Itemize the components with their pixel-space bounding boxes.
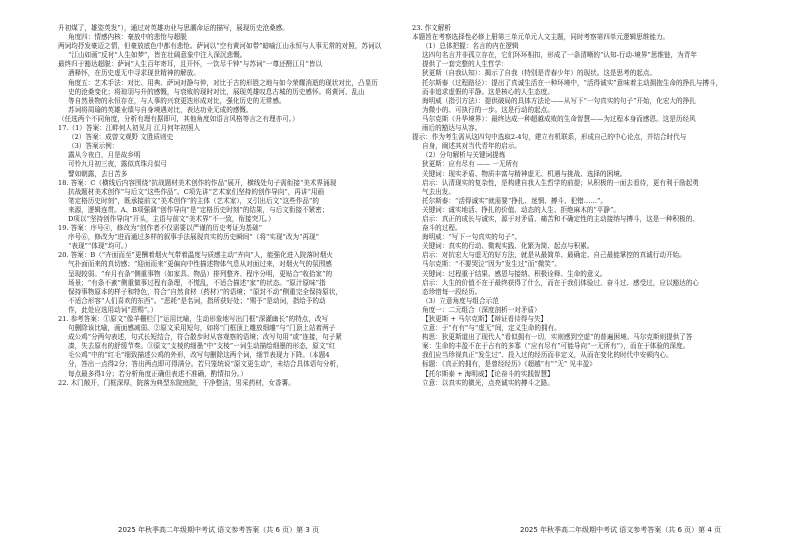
left-text-line: （任选两个不同角度，分析有理有据即可，其他角度如语言风格等言之有理亦可。）	[58, 114, 299, 123]
right-text-line: 案：生命的丰盈不在于占有的多寡（“应有尽有”可能导向“一无所有”），而在于体验的深度。	[422, 342, 690, 351]
left-text-line: （3）答案示例：	[68, 142, 119, 151]
right-text-line: （1）总体把握：名言的内在逻辑	[422, 42, 519, 51]
left-text-line: 每点最多得1分；若分析角度正确但表述不准确，酌情扣分。）	[68, 369, 247, 378]
left-text-line: 18. 答案：C（横线后内容围绕“抗战题材美术创作的作品”展开，横线处句子需衔接“美术界涌现	[58, 178, 337, 187]
left-text-line: 成公鸡”分两句表述，句式长短结合，符合散步时从容观察的语境；改写句用“或”连接，句子紧	[68, 333, 342, 342]
right-text-line: 而非追求虚假的平静。这是核心的人生态度。	[422, 87, 554, 96]
left-text-line: 角度五：艺术手法：对比、用典、萨词对静与仲，对比于古的形胜之地与如今荣耀消逝的现状对比，凸显历	[68, 78, 378, 87]
left-text-line: 凑，失去原有的舒缓节奏。③原文“支棱的细墨”中“支棱”一词生动描绘细墨的形态，原文“红	[68, 342, 336, 351]
right-text-line: 立意：以真实的微光，点亮诚实的搏斗之路。	[422, 378, 554, 387]
left-text-line: 17.（1）答案：江畔何人初见月 江月何年初照人	[58, 124, 201, 133]
left-text-line: 最终归于豁达超脱：萨词“人生百年寄耳，且开怀，一饮尽千钟”与苏词“一尊还酹江月”皆以	[58, 60, 323, 69]
left-text-line: 呈现较弱。“弁月有条”侧重事物（如家具、物品）排列整齐、程序分明，更贴合“收拾家”的	[68, 269, 333, 278]
left-text-line: 可怜九月初三夜，露似真珠月似弓	[68, 160, 167, 169]
right-text-line: 启示：人生的价值不在于最终获得了什么，而在于我们体验过、奋斗过、感受过，应以豁达的心	[422, 278, 699, 287]
left-text-line: （2）答案：成曾文观野 文胜质则史	[68, 133, 174, 142]
left-text-line: “表现”“体现”均可。）	[68, 242, 131, 251]
left-text-line: 苏词将周瑜的英雄业绩与自身境遇对比，表达功业无成的感慨。	[68, 105, 253, 114]
right-text-line: 启示：认清现实的复杂性，是构建自我人生哲学的前提；从积极的一面去看待，更有利于励起勇	[422, 178, 699, 187]
footer-right: 2025 年秋季高二年级期中考试 语文参考答案（共 6 页）第 4 页	[520, 526, 722, 534]
left-text-line: 不适合形容“人们喜欢的东西”。“恶耗”是名词，指所获好处；“赐予”是动词，指给予的动	[68, 296, 326, 305]
right-text-line: 启示：对抗宏大与虚无的好方法，就是从最简单、最确定、自己最能掌控的真诚行动开始。	[422, 251, 686, 260]
left-text-line: “江山如画”反衬“人生如梦”，皆在壮阔意象中注入深沉悲慨。	[68, 51, 247, 60]
right-text-line: （3）立意角度与组合示范	[422, 296, 499, 305]
left-text-line: 序号⑥，修改为“进而通过多样的叙事手法展现真实的历史瞬间”（将“实现”改为“再现”	[68, 233, 320, 242]
left-text-line: 酒释怀，在历史虚无中寻求现世精神的解放。	[68, 69, 200, 78]
left-text-line: 场景；“有条不紊”侧重做事过程有条理，不慌乱，不适合描述“家”的状态。“原汁原味”指	[68, 278, 326, 287]
right-text-line: 关键词：过程重于结果、感恩与接纳、积极诠释、生命的意义。	[422, 269, 607, 278]
left-column	[58, 24, 393, 388]
left-text-line: 作，此处应选用动词“恩赐”。）	[68, 305, 158, 314]
left-text-line: 两词均抒发豪迈之情，但豪放底色中都有悲怆。萨词以“空有黄河如带”暗喻江山永恒与人事无常的对照，苏词以	[58, 42, 382, 51]
left-text-line: 气扑面而来的真切感；“迎面而来”更偏向中性描述物体气息从对面过来，对烟火气的氛围感	[68, 260, 332, 269]
right-text-line: 关键词：现实矛盾、物质丰富与精神虚无、机遇与挑战、选择的困境。	[422, 169, 627, 178]
right-text-line: 为微小的、可执行的一步。这是行动的起点。	[422, 105, 554, 114]
left-text-line: 22. 木门敞开，门框深厚，院落为典型东院庭院，干净整洁，男采药材，女香薯。	[58, 378, 295, 387]
left-text-line: 20. 答案：B（“卉面而至”更酬着烟火气带着温度与质感主动“卉向”人，能强化进入院落时烟火	[58, 251, 333, 260]
right-text-line: 关键词：诚实地活、挣扎的价值、动态的人生、拒绝麻木的“平静”。	[422, 205, 620, 214]
right-text-line: 启示：真正的成长与诚实，源于对矛盾、痛苦和不确定性的主动接纳与搏斗，这是一种积极的、	[422, 214, 699, 223]
right-text-line: 提示：作为考生需从这四句中选取2-4句，建立有机联系，形成自己的中心论点，并结合时代与	[412, 133, 687, 142]
left-text-line: 露从今夜白，月是故乡明	[68, 151, 141, 160]
right-text-line: 态珍惜每一段经历。	[422, 287, 482, 296]
right-text-line: 气去出发。	[422, 187, 455, 196]
right-text-line: 马尔克斯（升华境界）：最终达成一种超越成败的生命智慧——为过程本身而感恩。这是历经风	[422, 114, 696, 123]
left-text-line: 19. 答案：序号④，修改为“创作者不仅需要以严谨的历史考证为基础”	[58, 224, 262, 233]
right-text-line: 奋斗的过程。	[422, 224, 462, 233]
left-text-line: 譬如朝露，去日苦多	[68, 169, 128, 178]
right-text-line: 雨后的豁达与从容。	[422, 124, 482, 133]
right-text-line: 我们应当珍视真正“发生过”、投入过的经历而非定义，从而在变化的时代中安顿内心。	[422, 351, 673, 360]
left-text-line: D项以“坚持创作导向”开头，主语与前文“美术界”不一致，衔接突兀。）	[68, 214, 275, 223]
left-text-line: 等自然景物的永恒存在，与人事的兴衰更迭形成对比，强化历史的无常感。	[68, 96, 286, 105]
right-text-line: 自身，阐述其对当代青年的启示。	[422, 142, 521, 151]
left-text-line: 句删除该比喻，画面感减弱。②原文采用短句，如将“门框顶上雕放细雕”与“门顶上站着两子	[68, 324, 336, 333]
right-text-line: 狄更斯：应有尽有 —— 一无所有	[422, 160, 519, 169]
right-text-line: 关键词：真实的行动、微观实践、化繁为简、起点与积累。	[422, 242, 594, 251]
footer-left: 2025 年秋季高二年级期中考试 语文参考答案（共 6 页）第 3 页	[118, 526, 320, 534]
right-text-line: 狄更斯（自我认知）：揭示了自我（特别是青春少年）的现状。这是思考的起点。	[422, 69, 657, 78]
left-text-line: 角度四：情感内核：豪放中的悲怆与超脱	[68, 33, 187, 42]
left-text-line: 史的沧桑变化；将琼羽与升的感慨，与衰败的现时对比，展现英雄叹息古城的历史感怀。将黄河、乱山	[68, 87, 365, 96]
left-text-line: 来源，逻辑连贯。A、B项强调“创作导向”是“定格历史时刻”的结果，与后文衔接不紧密；	[68, 205, 329, 214]
right-text-line: （2）分句解析与关键词提炼	[422, 151, 506, 160]
left-text-line: 升初煤了，雄姿英发”），通过对英雄功业与思潮命运的描写，展现历史沧桑感。	[58, 24, 289, 32]
right-text-line: 本题旨在考察选择性必修上册第三单元单元人文主题，同时考察第四单元逻辑思维能力。	[412, 33, 670, 42]
left-text-line: 分，答出一点得2分；答出两点即可得满分。若只笼统说“原文更生动”，未结合具体语句分析，	[68, 360, 343, 369]
right-text-line: 海明威：“写下一句真实的句子”。	[422, 233, 522, 242]
right-text-line: 构思：狄更斯道出了现代人“看似拥有一切，实则感到空虚”的普遍困境。马尔克斯则提供了答	[422, 333, 693, 342]
right-text-line: 这四句名言并非孤立存在，它们环环相扣，形成了一条清晰的“认知-行动-境界”思维链，为青年	[422, 51, 697, 60]
right-text-line: 马尔克斯：“不要哭泣”因为“发生过”而“微笑”。	[422, 260, 561, 269]
right-text-line: 提供了一套完整的人生哲学：	[422, 60, 508, 69]
right-text-line: 【狄更斯 + 马尔克斯】【辩证看待得与失】	[422, 315, 548, 323]
right-text-line: 海明威（指引方法）：提供破局的具体方法论——从写下“一句真实的句子”开始，化宏大的挣扎	[422, 96, 696, 105]
left-text-line: 21. 参考答案：①原文“像羊栅栏门”运用比喻，生动形象地写出门框“深灌幽长”的特点，改写	[58, 315, 329, 323]
left-text-line: 笔定格历史时刻”，既承接前文“美术创作”的主体（艺术家），又引出后文“这些作品”的	[68, 196, 319, 205]
right-text-line: 托尔斯泰：“活得诚实”就需要“挣扎、迷惘、搏斗、犯错……”。	[422, 196, 607, 205]
right-text-line: 立意：于“有有”与“虚无”间，定义生命的拥有。	[422, 324, 561, 333]
left-text-line: 抗战题材美术创作”与后文“这些作品”。C项先讲“艺术家们坚持的创作导向”，再讲“用画	[68, 187, 325, 196]
right-text-line: 【托尔斯泰 + 海明威】【论奋斗的实践智慧】	[422, 369, 554, 378]
left-text-line: 保持事物原本的样子和特色，符合“自然食材（药材）”的语境；“原封不动”侧重完全保持原状，	[68, 287, 342, 296]
right-text-line: 23. 作文解析	[412, 24, 451, 32]
right-text-line: 角度一：二元组合（深度剖析一对矛盾）	[422, 305, 541, 314]
right-text-line: 托尔斯泰（过程路径）：提出了真诚生活在一种环境中，“活得诚实”意味着主动拥抱生命的挣扎与搏斗，	[422, 78, 723, 87]
right-text-line: 标题：《真正的拥有，是曾经经历》《超越“有”“无” 见丰盈》	[422, 360, 596, 369]
left-text-line: 毛公鸡”中的“红毛”细致描述公鸡的外形，改写句删除这两个词，细节表现力下降。（本题4	[68, 351, 330, 360]
right-column	[412, 24, 748, 388]
